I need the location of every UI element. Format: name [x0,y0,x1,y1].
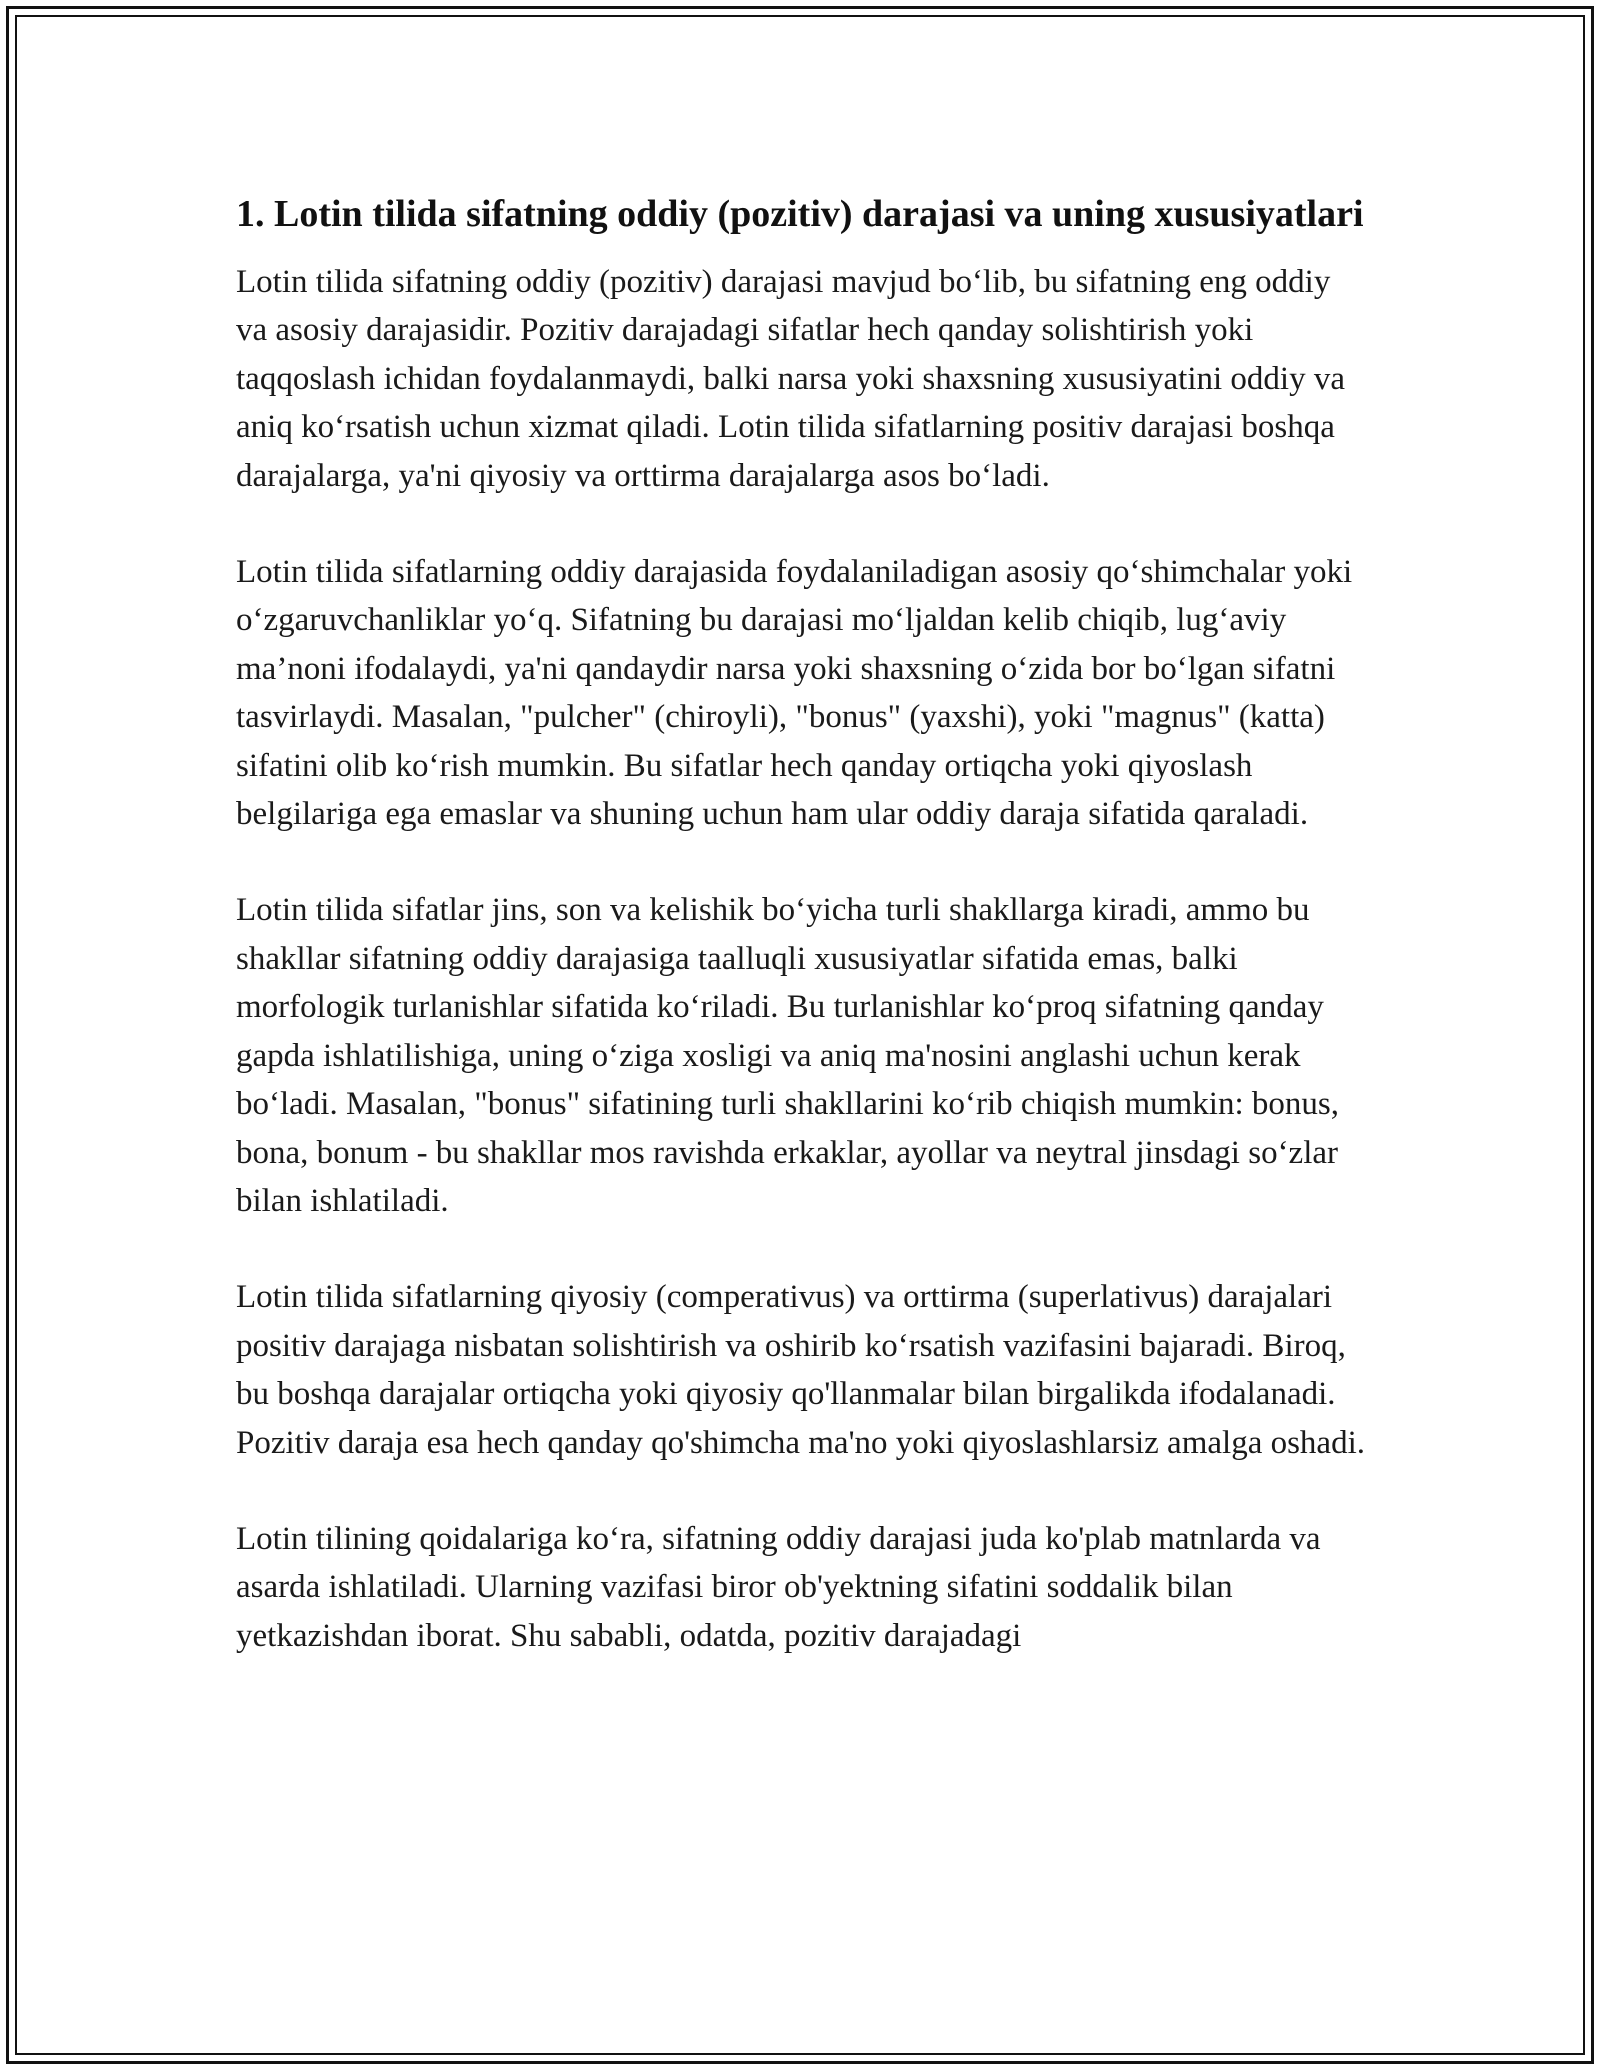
paragraph-2: Lotin tilida sifatlarning oddiy darajasida foydalaniladigan asosiy qo‘shimchalar yoki o‘zgaruvchanliklar yo‘q. Sifatning bu darajasi mo‘ljaldan kelib chiqib, lug‘aviy ma’noni ifodalaydi, ya'ni qandaydir narsa yoki shaxsning o‘zida bor bo‘lgan sifatni tasvirlaydi. Masalan, "pulcher" (chiroyli), "bonus" (yaxshi), yoki "magnus" (katta) sifatini olib ko‘rish mumkin. Bu sifatlar hech qanday ortiqcha yoki qiyoslash belgilariga ega emaslar va shuning uchun ham ular oddiy daraja sifatida qaraladi. [236,554,1353,833]
document-body [236,186,1366,1708]
paragraph-4: Lotin tilida sifatlarning qiyosiy (comperativus) va orttirma (superlativus) darajalari positiv darajaga nisbatan solishtirish va oshirib ko‘rsatish vazifasini bajaradi. Biroq, bu boshqa darajalar ortiqcha yoki qiyosiy qo'llanmalar bilan birgalikda ifodalanadi. Pozitiv daraja esa hech qanday qo'shimcha ma'no yoki qiyoslashlarsiz amalga oshadi. [236,1279,1365,1461]
paragraph-3: Lotin tilida sifatlar jins, son va kelishik bo‘yicha turli shakllarga kiradi, ammo bu shakllar sifatning oddiy darajasiga taalluqli xususiyatlar sifatida emas, balki morfologik turlanishlar sifatida ko‘riladi. Bu turlanishlar ko‘proq sifatning qanday gapda ishlatilishiga, uning o‘ziga xosligi va aniq ma'nosini anglashi uchun kerak bo‘ladi. Masalan, "bonus" sifatining turli shakllarini ko‘rib chiqish mumkin: bonus, bona, bonum - bu shakllar mos ravishda erkaklar, ayollar va neytral jinsdagi so‘zlar bilan ishlatiladi. [236,892,1339,1219]
section-heading: 1. Lotin tilida sifatning oddiy (pozitiv) darajasi va uning xususiyatlari [236,193,1364,235]
paragraph-5: Lotin tilining qoidalariga ko‘ra, sifatning oddiy darajasi juda ko'plab matnlarda va asarda ishlatiladi. Ularning vazifasi biror ob'yektning sifatini soddalik bilan yetkazishdan iborat. Shu sababli, odatda, pozitiv darajadagi [236,1520,1321,1654]
paragraph-1: Lotin tilida sifatning oddiy (pozitiv) darajasi mavjud bo‘lib, bu sifatning eng oddiy va asosiy darajasidir. Pozitiv darajadagi sifatlar hech qanday solishtirish yoki taqqoslash ichidan foydalanmaydi, balki narsa yoki shaxsning xususiyatini oddiy va aniq ko‘rsatish uchun xizmat qiladi. Lotin tilida sifatlarning positiv darajasi boshqa darajalarga, ya'ni qiyosiy va orttirma darajalarga asos bo‘ladi. [236,264,1345,494]
